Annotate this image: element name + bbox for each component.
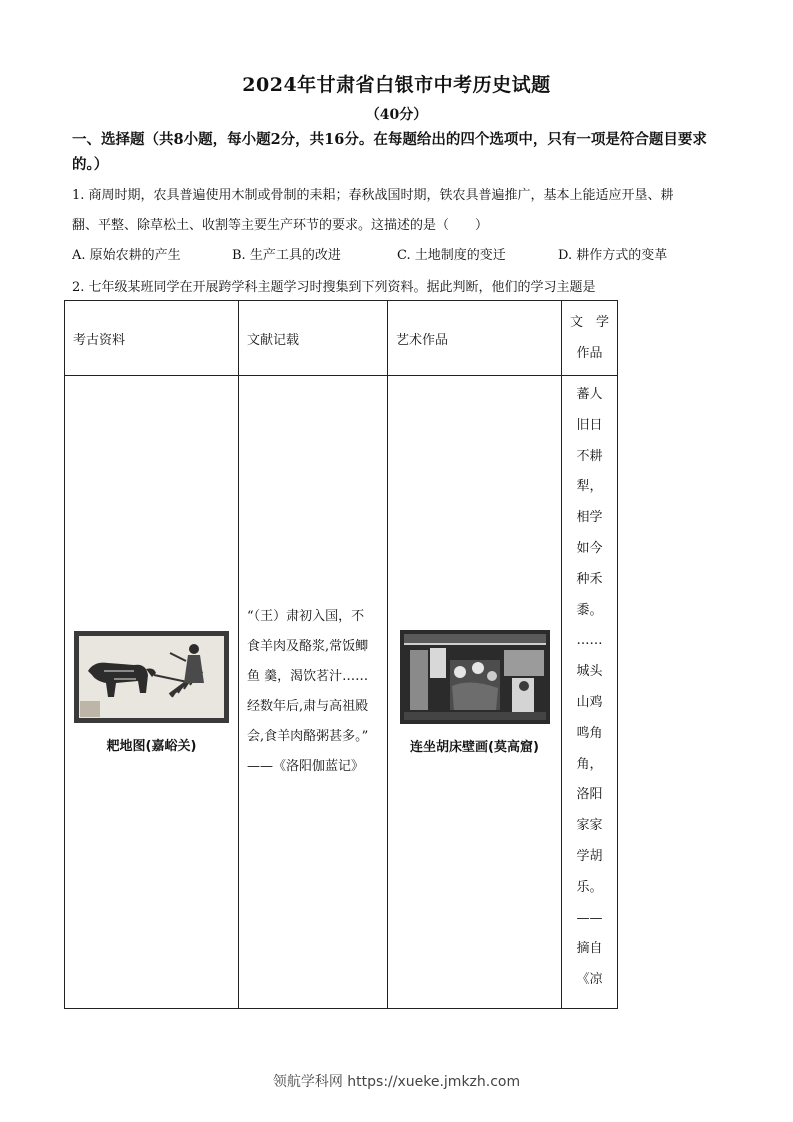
header-archaeology: 考古资料	[65, 301, 239, 376]
header-art: 艺术作品	[388, 301, 562, 376]
q2-stem: 2. 七年级某班同学在开展跨学科主题学习时搜集到下列资料。据此判断，他们的学习主题是	[72, 280, 596, 295]
cell-archaeology	[65, 376, 239, 1009]
poem-line: ……	[576, 633, 603, 649]
header-literature	[562, 301, 618, 376]
document-quote	[239, 602, 387, 782]
q1-stem-line1: 1. 商周时期，农具普遍使用木制或骨制的耒耜；春秋战国时期，铁农具普遍推广，基本上能适应开垦、耕	[72, 188, 674, 203]
document-line-1: “（王）肃初入国，不	[247, 609, 365, 624]
table-header-row	[65, 301, 618, 376]
poem-line: 城头	[576, 664, 603, 680]
cave-mural-image	[400, 630, 550, 724]
cell-literature	[562, 376, 618, 1009]
art-caption: 连坐胡床壁画(莫高窟)	[410, 739, 539, 755]
poem-line: 相学	[576, 510, 603, 526]
q1-option-c: C. 土地制度的变迁	[397, 248, 506, 263]
q1-option-d: D. 耕作方式的变革	[558, 248, 668, 263]
poem-line: 角，	[576, 756, 603, 772]
page-footer: 领航学科网 https://xueke.jmkzh.com	[272, 1074, 521, 1090]
poem-line: 蕃人	[576, 387, 603, 402]
q1-stem-line2: 翻、平整、除草松土、收割等主要生产环节的要求。这描述的是（ ）	[72, 218, 489, 233]
poem-line: 种禾	[576, 571, 603, 587]
header-literature-line1: 文 学	[569, 315, 609, 330]
total-score: （40分）	[365, 107, 428, 123]
q1-option-b: B. 生产工具的改进	[232, 248, 341, 263]
poem-line: 不耕	[576, 448, 603, 464]
document-line-4: 经数年后,肃与高祖殿	[247, 699, 369, 714]
poem-line: 乐。	[576, 879, 603, 895]
q1-option-a: A. 原始农耕的产生	[72, 248, 181, 263]
archaeology-caption: 耙地图(嘉峪关)	[106, 738, 197, 754]
poem-line: 旧日	[576, 417, 603, 433]
poem-line: 洛阳	[576, 787, 603, 803]
document-line-2: 食羊肉及酪浆,常饭鲫	[247, 639, 369, 654]
poem-line: 《凉	[576, 972, 603, 988]
document-source: ——《洛阳伽蓝记》	[247, 759, 365, 774]
table-content-row	[65, 376, 618, 1009]
header-literature-line2: 作品	[576, 346, 603, 361]
poem-line: 犁，	[576, 479, 603, 495]
poem-line: 学胡	[576, 848, 603, 864]
q2-materials-table	[64, 300, 618, 1009]
poem-line: 如今	[576, 540, 603, 556]
poem-line: 山鸡	[576, 694, 603, 710]
poem-line: 鸣角	[576, 725, 603, 741]
poem-line: 家家	[576, 818, 603, 834]
document-line-5: 会,食羊肉酪粥甚多。”	[247, 729, 369, 744]
harrowing-mural-image	[74, 631, 229, 723]
poem-line: ——	[576, 910, 603, 926]
document-line-3: 鱼 羹，渴饮茗汁……	[247, 669, 369, 684]
poem-text	[562, 376, 617, 996]
cell-documents	[239, 376, 388, 1009]
poem-line: 黍。	[576, 602, 603, 618]
header-documents: 文献记载	[239, 301, 388, 376]
poem-line: 摘自	[576, 941, 603, 957]
cell-art	[388, 376, 562, 1009]
page-title: 2024年甘肃省白银市中考历史试题	[242, 74, 551, 96]
section-heading: 一、选择题（共8小题，每小题2分，共16分。在每题给出的四个选项中，只有一项是符合题目要求的。）	[72, 131, 707, 173]
